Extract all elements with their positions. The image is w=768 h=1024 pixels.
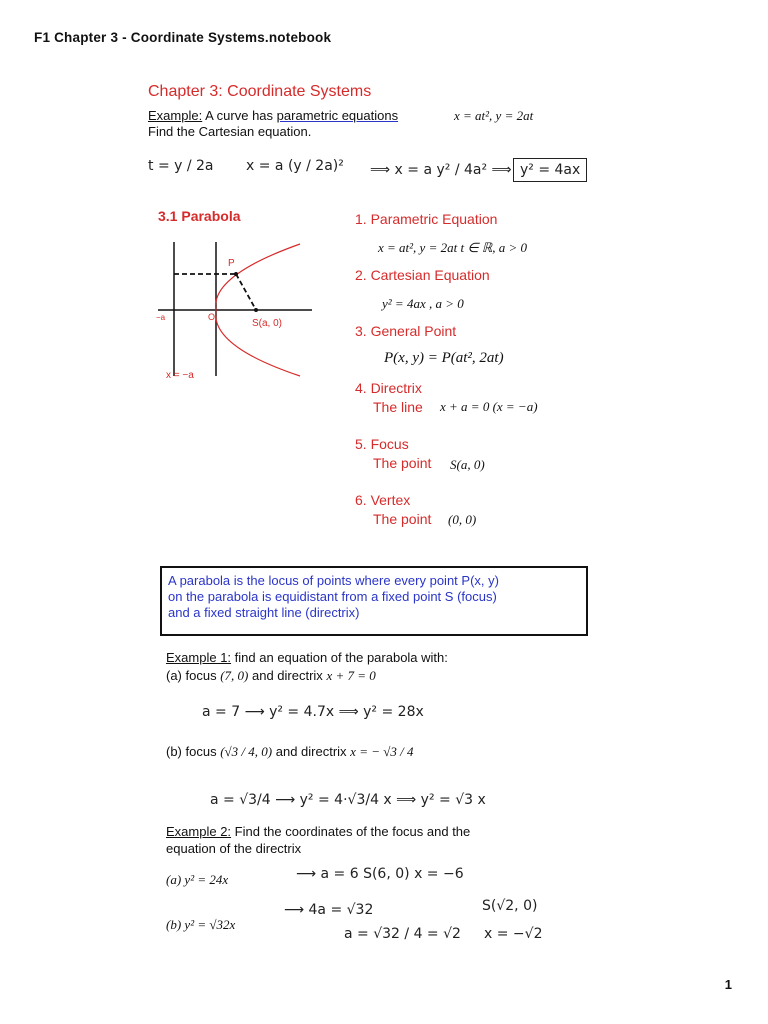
example2-b-work1: ⟶ 4a = √32	[284, 902, 374, 918]
example1-a-focus: (7, 0)	[220, 668, 249, 683]
hw-substitution: x = a (y / 2a)²	[246, 158, 344, 174]
item-4-sub: The line	[373, 399, 423, 415]
dist-to-focus	[236, 274, 256, 310]
parametric-underlined: parametric equations	[276, 108, 399, 123]
example-label: Example:	[148, 108, 203, 123]
example2-b-dir: x = −√2	[484, 926, 543, 942]
point-p	[234, 272, 238, 276]
example2-a-eq: y² = 24x	[184, 872, 229, 887]
item-5-label: 5. Focus	[355, 436, 409, 452]
example2-label: Example 2:	[166, 824, 232, 839]
notebook-title: F1 Chapter 3 - Coordinate Systems.notebook	[34, 30, 332, 45]
label-neg-a: −a	[156, 313, 166, 322]
example1-label: Example 1:	[166, 650, 232, 665]
chapter-title: Chapter 3: Coordinate Systems	[148, 83, 372, 100]
example1-a-line	[166, 668, 376, 684]
example1-line	[166, 650, 448, 665]
item-6-label: 6. Vertex	[355, 492, 411, 508]
item-5-math: S(a, 0)	[450, 457, 485, 472]
intro-text: A curve has	[205, 108, 274, 123]
example2-text1: Find the coordinates of the focus and the	[234, 824, 471, 839]
intro-equation: x = at², y = 2at	[454, 108, 534, 123]
example1-b-text: (b) focus	[166, 744, 217, 759]
example1-b-work: a = √3/4 ⟶ y² = 4·√3/4 x ⟹ y² = √3 x	[210, 792, 486, 808]
example1-b-line	[166, 744, 413, 760]
point-s	[254, 308, 258, 312]
label-s: S(a, 0)	[252, 318, 283, 329]
item-1-math: x = at², y = 2at t ∈ ℝ, a > 0	[378, 240, 527, 255]
definition-text	[168, 573, 499, 621]
section-heading: 3.1 Parabola	[158, 208, 241, 224]
example2-b-eq: y² = √32x	[184, 917, 236, 932]
example2-b-focus: S(√2, 0)	[482, 898, 538, 914]
example1-a-text: (a) focus	[166, 668, 217, 683]
item-6-sub: The point	[373, 511, 432, 527]
item-5-sub: The point	[373, 455, 432, 471]
example2-line1	[166, 824, 470, 839]
definition-line-3: and a fixed straight line (directrix)	[168, 605, 360, 620]
label-origin: O	[208, 312, 216, 322]
item-2-math: y² = 4ax , a > 0	[382, 296, 464, 311]
parabola-sketch	[150, 236, 320, 386]
example1-b-focus: (√3 / 4, 0)	[220, 744, 273, 759]
label-directrix: x = −a	[166, 370, 194, 381]
example2-b-work2: a = √32 / 4 = √2	[344, 926, 461, 942]
example1-a-work: a = 7 ⟶ y² = 4.7x ⟹ y² = 28x	[202, 704, 424, 720]
example2-b	[166, 917, 235, 933]
hw-result: ⟹ x = a y² / 4a² ⟹	[370, 162, 512, 178]
hw-result-text: x = a y² / 4a²	[394, 162, 488, 178]
item-3-label: 3. General Point	[355, 323, 457, 339]
item-1-label: 1. Parametric Equation	[355, 211, 498, 227]
definition-line-2: on the parabola is equidistant from a fixed point S (focus)	[168, 589, 497, 604]
example2-line2: equation of the directrix	[166, 841, 302, 856]
example2-a	[166, 872, 228, 888]
page-number: 1	[724, 977, 732, 992]
intro-example-line1	[148, 108, 398, 123]
example2-a-label: (a)	[166, 872, 182, 887]
example2-b-label: (b)	[166, 917, 182, 932]
item-4-math: x + a = 0 (x = −a)	[440, 399, 538, 414]
hw-t-def: t = y / 2a	[148, 158, 214, 174]
item-2-label: 2. Cartesian Equation	[355, 267, 490, 283]
example2-a-work: ⟶ a = 6 S(6, 0) x = −6	[296, 866, 464, 882]
intro-line2: Find the Cartesian equation.	[148, 124, 312, 139]
example1-a-and: and directrix	[252, 668, 323, 683]
example1-a-dir: x + 7 = 0	[326, 668, 376, 683]
item-3-math: P(x, y) = P(at², 2at)	[384, 350, 504, 366]
item-4-label: 4. Directrix	[355, 380, 422, 396]
example1-b-dir: x = − √3 / 4	[350, 744, 414, 759]
hw-boxed-answer: y² = 4ax	[513, 158, 587, 182]
item-6-math: (0, 0)	[448, 512, 477, 527]
definition-line-1: A parabola is the locus of points where every point P(x, y)	[168, 573, 499, 588]
label-p: P	[228, 258, 235, 269]
example1-b-and: and directrix	[275, 744, 347, 759]
example1-prompt: find an equation of the parabola with:	[234, 650, 448, 665]
